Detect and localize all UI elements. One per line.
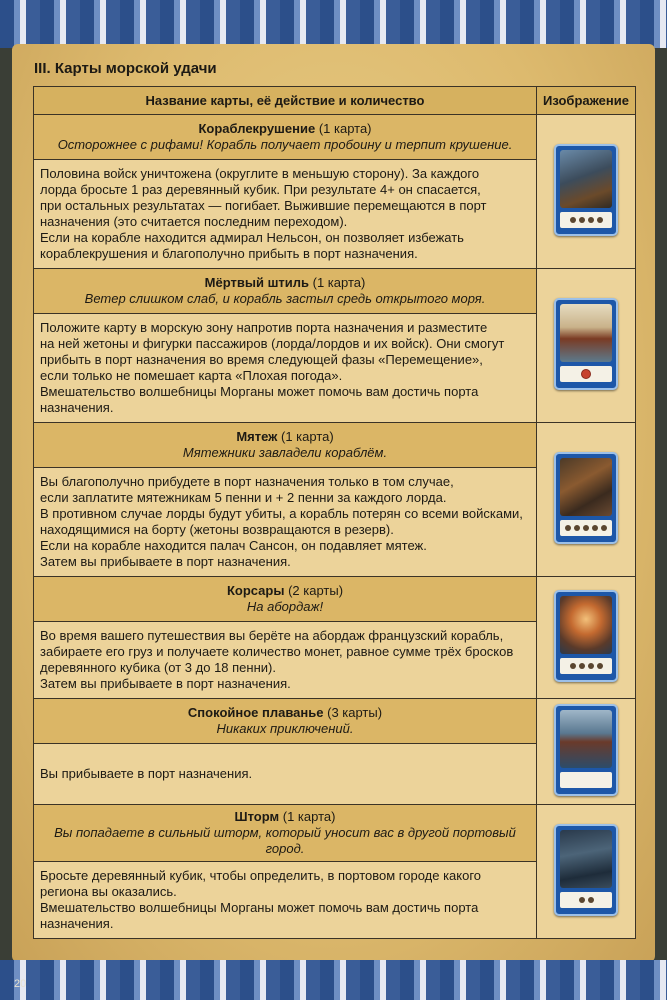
- sea-fortune-cards-table: [33, 86, 636, 939]
- column-header-image: Изображение: [537, 87, 636, 115]
- card-header-row: [34, 423, 636, 468]
- page-number: 20: [14, 978, 27, 990]
- card-description: Вы благополучно прибудете в порт назначения только в том случае, если заплатите мятежникам 5 пенни и + 2 пенни за каждого лорда. В противном случае лорды будут убиты, а корабль потерян со всеми войсками, находящимися на борту (жетоны возвращаются в резерв). Если на корабле находится палач Сансон, он подавляет мятеж. Затем вы прибываете в порт назначения.: [34, 468, 537, 577]
- card-count: (2 карты): [288, 583, 344, 598]
- card-count: (1 карта): [281, 429, 334, 444]
- card-header-row: [34, 577, 636, 622]
- card-subtitle: На абордаж!: [246, 599, 324, 614]
- card-name: Мятеж: [236, 429, 278, 444]
- card-subtitle: Осторожнее с рифами! Корабль получает пробоину и терпит крушение.: [57, 137, 513, 152]
- card-name: Кораблекрушение: [198, 121, 316, 136]
- card-header-row: [34, 805, 636, 862]
- card-description: Половина войск уничтожена (округлите в меньшую сторону). За каждого лорда бросьте 1 раз деревянный кубик. При результате 4+ он спасается, при остальных результатах — погибает. Выжившие перемещаются в порт назначения (это считается последним переходом). Если на корабле находится адмирал Нельсон, он позволяет избежать кораблекрушения и благополучно прибыть в порт назначения.: [34, 160, 537, 269]
- card-name: Шторм: [234, 809, 280, 824]
- column-header-name: Название карты, её действие и количество: [34, 87, 537, 115]
- card-image-cell: [537, 423, 636, 577]
- shipwreck-card-icon: [554, 144, 618, 236]
- card-subtitle: Вы попадаете в сильный шторм, который уносит вас в другой портовый город.: [54, 825, 516, 856]
- card-title-cell: [34, 269, 537, 314]
- card-header-row: [34, 269, 636, 314]
- card-description: Вы прибываете в порт назначения.: [34, 744, 537, 805]
- card-title-cell: [34, 577, 537, 622]
- card-count: (1 карта): [318, 121, 372, 136]
- card-subtitle: Мятежники завладели кораблём.: [182, 445, 388, 460]
- card-count: (1 карта): [312, 275, 366, 290]
- card-subtitle: Ветер слишком слаб, и корабль застыл средь открытого моря.: [84, 291, 486, 306]
- card-name: Мёртвый штиль: [204, 275, 310, 290]
- table-header-row: [34, 87, 636, 115]
- decorative-bottom-border: [0, 960, 667, 1000]
- card-header-row: [34, 115, 636, 160]
- mutiny-card-icon: [554, 452, 618, 544]
- dead-calm-card-icon: [554, 298, 618, 390]
- card-name: Спокойное плаванье: [187, 705, 324, 720]
- card-title-cell: [34, 805, 537, 862]
- card-title-cell: [34, 699, 537, 744]
- card-image-cell: [537, 269, 636, 423]
- card-image-cell: [537, 805, 636, 939]
- card-image-cell: [537, 699, 636, 805]
- card-name: Корсары: [226, 583, 285, 598]
- card-count: (3 карты): [327, 705, 383, 720]
- card-header-row: [34, 699, 636, 744]
- card-description: Во время вашего путешествия вы берёте на абордаж французский корабль, забираете его груз и получаете количество монет, равное сумме трёх бросков деревянного кубика (от 3 до 18 пенни). Затем вы прибываете в порт назначения.: [34, 622, 537, 699]
- card-subtitle: Никаких приключений.: [216, 721, 354, 736]
- card-title-cell: [34, 115, 537, 160]
- corsairs-card-icon: [554, 590, 618, 682]
- card-description: Положите карту в морскую зону напротив порта назначения и разместите на ней жетоны и фигурки пассажиров (лорда/лордов и их войск). Они смогут прибыть в порт назначения во время следующей фазы «Перемещение», если только не помешает карта «Плохая погода». Вмешательство волшебницы Морганы может помочь вам достичь порта назначения.: [34, 314, 537, 423]
- page-title: III. Карты морской удачи: [34, 60, 217, 77]
- calm-sailing-card-icon: [554, 704, 618, 796]
- card-description: Бросьте деревянный кубик, чтобы определить, в портовом городе какого региона вы оказались. Вмешательство волшебницы Морганы может помочь вам достичь порта назначения.: [34, 862, 537, 939]
- card-title-cell: [34, 423, 537, 468]
- decorative-top-border: [0, 0, 667, 48]
- card-image-cell: [537, 577, 636, 699]
- card-count: (1 карта): [282, 809, 336, 824]
- card-image-cell: [537, 115, 636, 269]
- storm-card-icon: [554, 824, 618, 916]
